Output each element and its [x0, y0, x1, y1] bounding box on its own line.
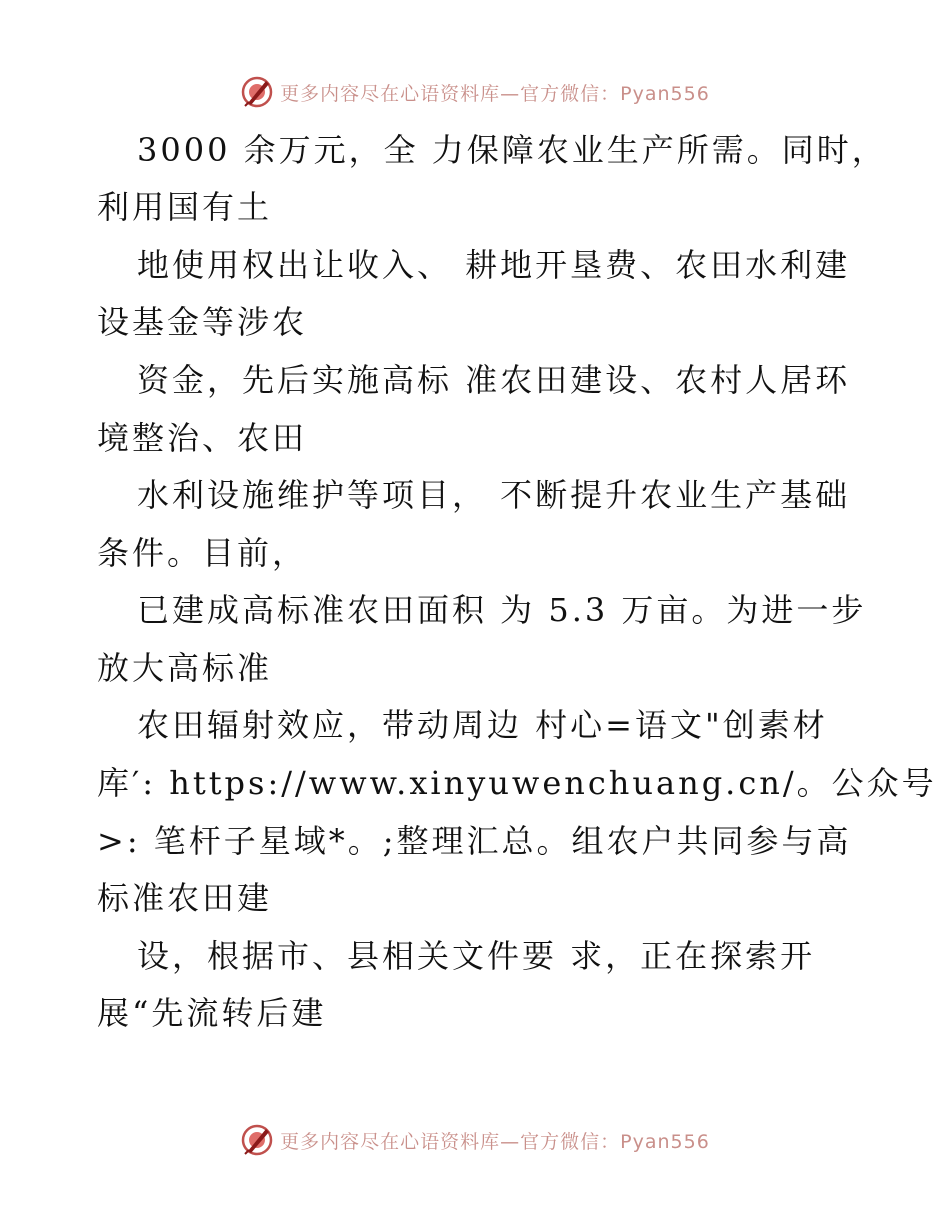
text-line: 库′: https://www.xinyuwenchuang.cn/。公众号 [97, 764, 937, 802]
footer-banner-text: 更多内容尽在心语资料库—官方微信：Pyan556 [280, 1130, 710, 1153]
footer-banner [0, 1120, 950, 1160]
text-line: 利用国有土 [97, 188, 273, 226]
quill-badge-icon [240, 75, 274, 109]
text-line: 境整治、农田 [97, 419, 308, 457]
text-line: 已建成高标准农田面积 为 5.3 万亩。为进一步 [137, 591, 867, 629]
text-line: 农田辐射效应，带动周边 村心=语文"创素材 [137, 706, 828, 744]
quill-badge-icon [240, 1123, 274, 1157]
text-line: 条件。目前， [97, 534, 308, 572]
text-line: 标准农田建 [97, 879, 273, 917]
text-line: 水利设施维护等项目， 不断提升农业生产基础 [137, 476, 851, 514]
header-banner [0, 72, 950, 112]
text-line: 3000 余万元，全 力保障农业生产所需。同时， [137, 131, 887, 169]
text-line: >: 笔杆子星域*。;整理汇总。组农户共同参与高 [97, 822, 852, 860]
header-banner-text: 更多内容尽在心语资料库—官方微信：Pyan556 [280, 82, 710, 105]
text-line: 设，根据市、县相关文件要 求，正在探索开 [137, 937, 816, 975]
text-line: 资金，先后实施高标 准农田建设、农村人居环 [137, 361, 851, 399]
text-line: 放大高标准 [97, 649, 273, 687]
text-line: 设基金等涉农 [97, 303, 308, 341]
text-line: 展“先流转后建 [97, 994, 327, 1032]
text-line: 地使用权出让收入、 耕地开垦费、农田水利建 [137, 246, 851, 284]
